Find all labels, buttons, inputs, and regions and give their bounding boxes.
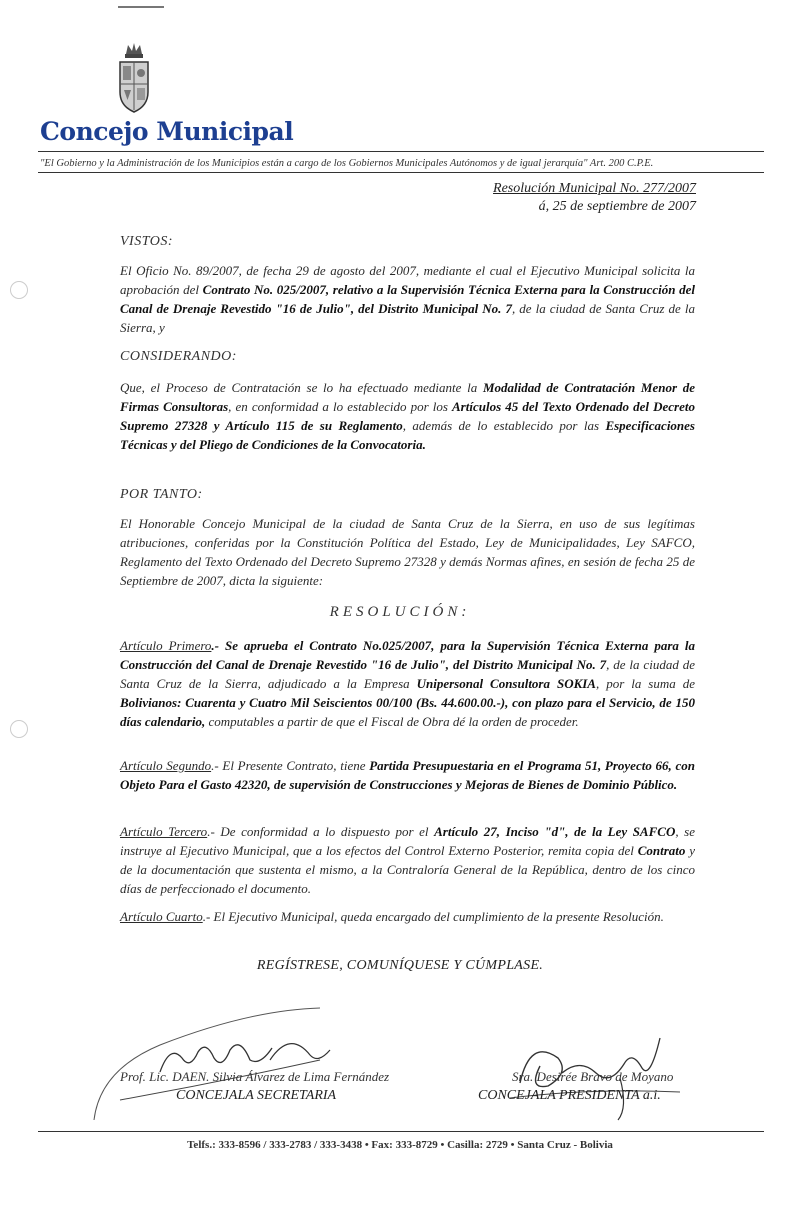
right-signer-title: CONCEJALA PRESIDENTA a.i.	[478, 1088, 661, 1103]
article-second-budget: Partida Presupuestaria en el Programa 51, Proyecto 66, con Objeto Para el Gasto 42320, de supervisión de Construcciones y Mejoras de Bienes de Dominio Público.	[120, 758, 695, 792]
article-third-label: Artículo Tercero	[120, 824, 208, 839]
resolution-number: Resolución Municipal No. 277/2007	[493, 181, 696, 196]
org-name: Concejo Municipal	[40, 117, 294, 146]
left-signer-name: Prof. Lic. DAEN. Silvia Álvarez de Lima Fernández	[120, 1069, 390, 1084]
article-fourth	[120, 907, 695, 926]
article-first-text-2: , de la ciudad de Santa Cruz de la Sierra, adjudicado a la Empresa	[120, 657, 695, 691]
punch-hole	[10, 281, 28, 299]
vistos-text-1: El Oficio No. 89/2007, de fecha 29 de agosto del 2007, mediante el cual el Ejecutivo Municipal solicita la aprobación del	[120, 263, 695, 297]
left-signature-scribble	[90, 1000, 350, 1125]
considerando-text-3: , además de lo establecido por las	[402, 418, 606, 433]
article-third-text-1: .- De conformidad a lo dispuesto por el	[207, 824, 435, 839]
resolucion-heading: RESOLUCIÓN:	[329, 604, 471, 620]
punch-hole	[10, 720, 28, 738]
vistos-text-2: , de la ciudad de Santa Cruz de la Sierra, y	[120, 301, 695, 335]
article-second-label: Artículo Segundo	[120, 758, 212, 773]
considerando-articles: Artículos 45 del Texto Ordenado del Decreto Supremo 27328 y Artículo 115 de su Reglamento	[120, 399, 695, 433]
coat-of-arms-icon	[112, 40, 156, 120]
vistos-heading: VISTOS:	[120, 234, 174, 249]
article-first-amount: Bolivianos: Cuarenta y Cuatro Mil Seiscientos 00/100 (Bs. 44.600.00.-), con plazo para el Servicio, de 150 días calendario,	[120, 695, 695, 729]
article-first	[120, 636, 695, 731]
article-second	[120, 756, 695, 794]
por-tanto-paragraph: El Honorable Concejo Municipal de la ciudad de Santa Cruz de la Sierra, en uso de sus legítimas atribuciones, conferidas por la Constitución Política del Estado, Ley de Municipalidades, Ley SAFCO, Reglamento del Texto Ordenado del Decreto Supremo 27328 y demás Normas afines, en sesión de fecha 25 de Septiembre de 2007, dicta la siguiente:	[120, 516, 695, 588]
article-first-text-3: , por la suma de	[595, 676, 695, 691]
article-first-label: Artículo Primero	[120, 638, 212, 653]
article-third	[120, 822, 695, 898]
article-third-text-3: y de la documentación que sustenta el mismo, a la Contraloría General de la República, dentro de los cinco días de perfeccionado el documento.	[120, 843, 695, 896]
article-first-text-1: .- Se aprueba el Contrato No.025/2007, para la Supervisión Técnica Externa para la Construcción del Canal de Drenaje Revestido "16 de Julio", del Distrito Municipal No. 7	[120, 638, 695, 672]
footer-rule	[38, 1131, 764, 1132]
vistos-paragraph	[120, 261, 695, 337]
article-first-company: Unipersonal Consultora SOKIA	[416, 676, 596, 691]
considerando-modality: Modalidad de Contratación Menor de Firmas Consultoras	[120, 380, 695, 414]
considerando-text-1: Que, el Proceso de Contratación se lo ha efectuado mediante la	[120, 380, 483, 395]
considerando-heading: CONSIDERANDO:	[120, 349, 237, 364]
right-signer-name: Sra. Desirée Bravo de Moyano	[512, 1069, 674, 1084]
resolution-date: á, 25 de septiembre de 2007	[538, 199, 696, 214]
closing-formula: REGÍSTRESE, COMUNÍQUESE Y CÚMPLASE.	[256, 958, 544, 973]
considerando-specs: Especificaciones Técnicas y del Pliego de Condiciones de la Convocatoria.	[120, 418, 695, 452]
scan-mark	[118, 6, 164, 8]
article-third-text-2: , se instruye al Ejecutivo Municipal, que a los efectos del Control Externo Posterior, remita copia del	[120, 824, 695, 858]
header-rule-bottom	[38, 172, 764, 173]
article-fourth-label: Artículo Cuarto	[120, 909, 203, 924]
article-third-contract: Contrato	[637, 843, 686, 858]
vistos-contract: Contrato No. 025/2007, relativo a la Supervisión Técnica Externa para la Construcción del Canal de Drenaje Revestido "16 de Julio", del Distrito Municipal No. 7	[120, 282, 695, 316]
footer-contact: Telfs.: 333-8596 / 333-2783 / 333-3438 • Fax: 333-8729 • Casilla: 2729 • Santa Cruz - Bolivia	[187, 1139, 613, 1151]
por-tanto-heading: POR TANTO:	[120, 487, 203, 502]
considerando-text-2: , en conformidad a lo establecido por los	[228, 399, 453, 414]
motto: "El Gobierno y la Administración de los Municipios están a cargo de los Gobiernos Municipales Autónomos y de igual jerarquía" Art. 200 C.P.E.	[40, 158, 654, 169]
article-second-text-1: .- El Presente Contrato, tiene	[211, 758, 370, 773]
header-rule	[38, 151, 764, 152]
left-signer-title: CONCEJALA SECRETARIA	[176, 1088, 337, 1103]
article-fourth-text: .- El Ejecutivo Municipal, queda encargado del cumplimiento de la presente Resolución.	[202, 909, 664, 924]
considerando-paragraph	[120, 378, 695, 454]
article-first-text-4: computables a partir de que el Fiscal de Obra dé la orden de proceder.	[205, 714, 579, 729]
article-third-law: Artículo 27, Inciso "d", de la Ley SAFCO	[434, 824, 676, 839]
